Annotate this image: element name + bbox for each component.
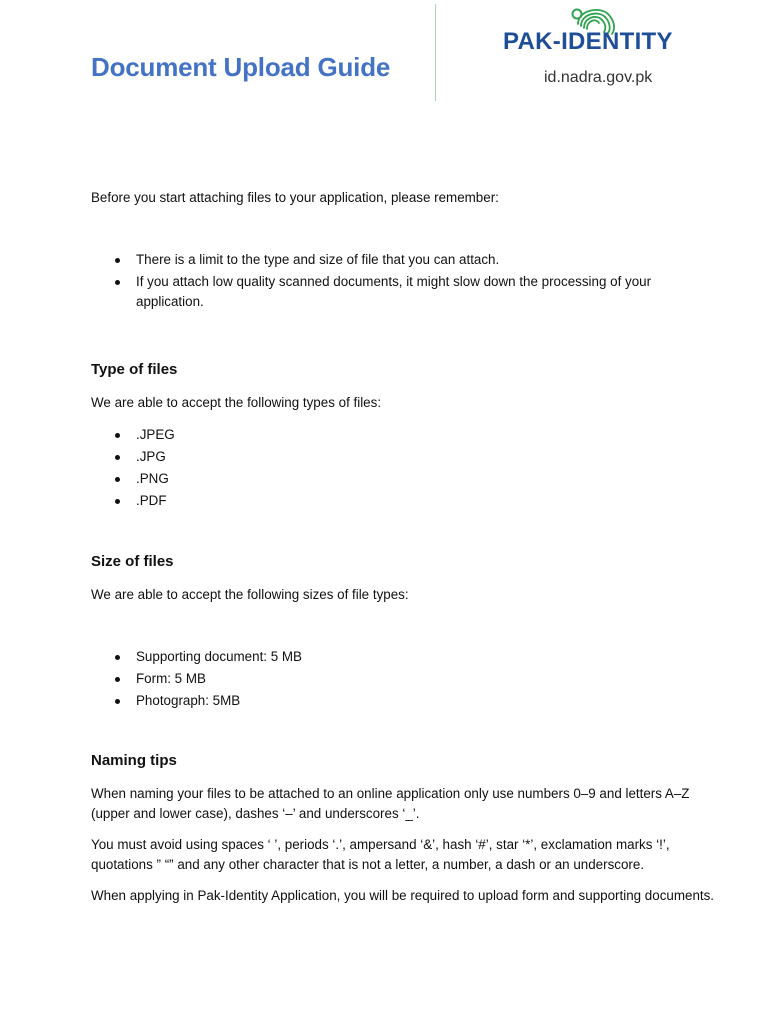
list-item: Supporting document: 5 MB — [91, 647, 721, 667]
file-types-list — [91, 425, 721, 511]
naming-paragraph: When naming your files to be attached to an online application only use numbers 0–9 and letters A–Z (upper and lower case), dashes ‘–’ and underscores ‘_’. — [91, 786, 690, 821]
list-item: .JPEG — [91, 425, 721, 445]
list-item: .JPG — [91, 447, 721, 467]
file-sizes-list — [91, 647, 721, 711]
logo-wordmark: PAK-IDENTITY — [503, 28, 673, 55]
list-item: Form: 5 MB — [91, 669, 721, 689]
document-body — [91, 188, 721, 917]
section-heading-type-of-files: Type of files — [91, 361, 178, 378]
site-url: id.nadra.gov.pk — [544, 69, 653, 86]
naming-paragraph: You must avoid using spaces ‘ ’, periods ‘.’, ampersand ‘&’, hash ‘#’, star ‘*’, exclamation marks ‘!’, quotations ” “” and any other character that is not a letter, a number, a dash or an underscore. — [91, 837, 670, 872]
types-intro-text: We are able to accept the following types of files: — [91, 395, 382, 410]
pak-identity-logo — [500, 2, 700, 58]
list-item: Photograph: 5MB — [91, 691, 721, 711]
naming-tips-body — [91, 784, 721, 906]
document-title: Document Upload Guide — [91, 52, 391, 82]
intro-bullet-list — [91, 250, 721, 312]
size-intro-text: We are able to accept the following sizes of file types: — [91, 587, 409, 602]
header-divider — [435, 4, 436, 101]
list-item: .PDF — [91, 491, 721, 511]
section-heading-size-of-files: Size of files — [91, 553, 174, 570]
list-item: There is a limit to the type and size of file that you can attach. — [91, 250, 721, 270]
section-heading-naming-tips: Naming tips — [91, 752, 177, 769]
intro-text: Before you start attaching files to your application, please remember: — [91, 190, 499, 205]
list-item: If you attach low quality scanned documents, it might slow down the processing of your application. — [91, 272, 721, 312]
naming-paragraph: When applying in Pak-Identity Application, you will be required to upload form and supporting documents. — [91, 888, 715, 903]
list-item: .PNG — [91, 469, 721, 489]
